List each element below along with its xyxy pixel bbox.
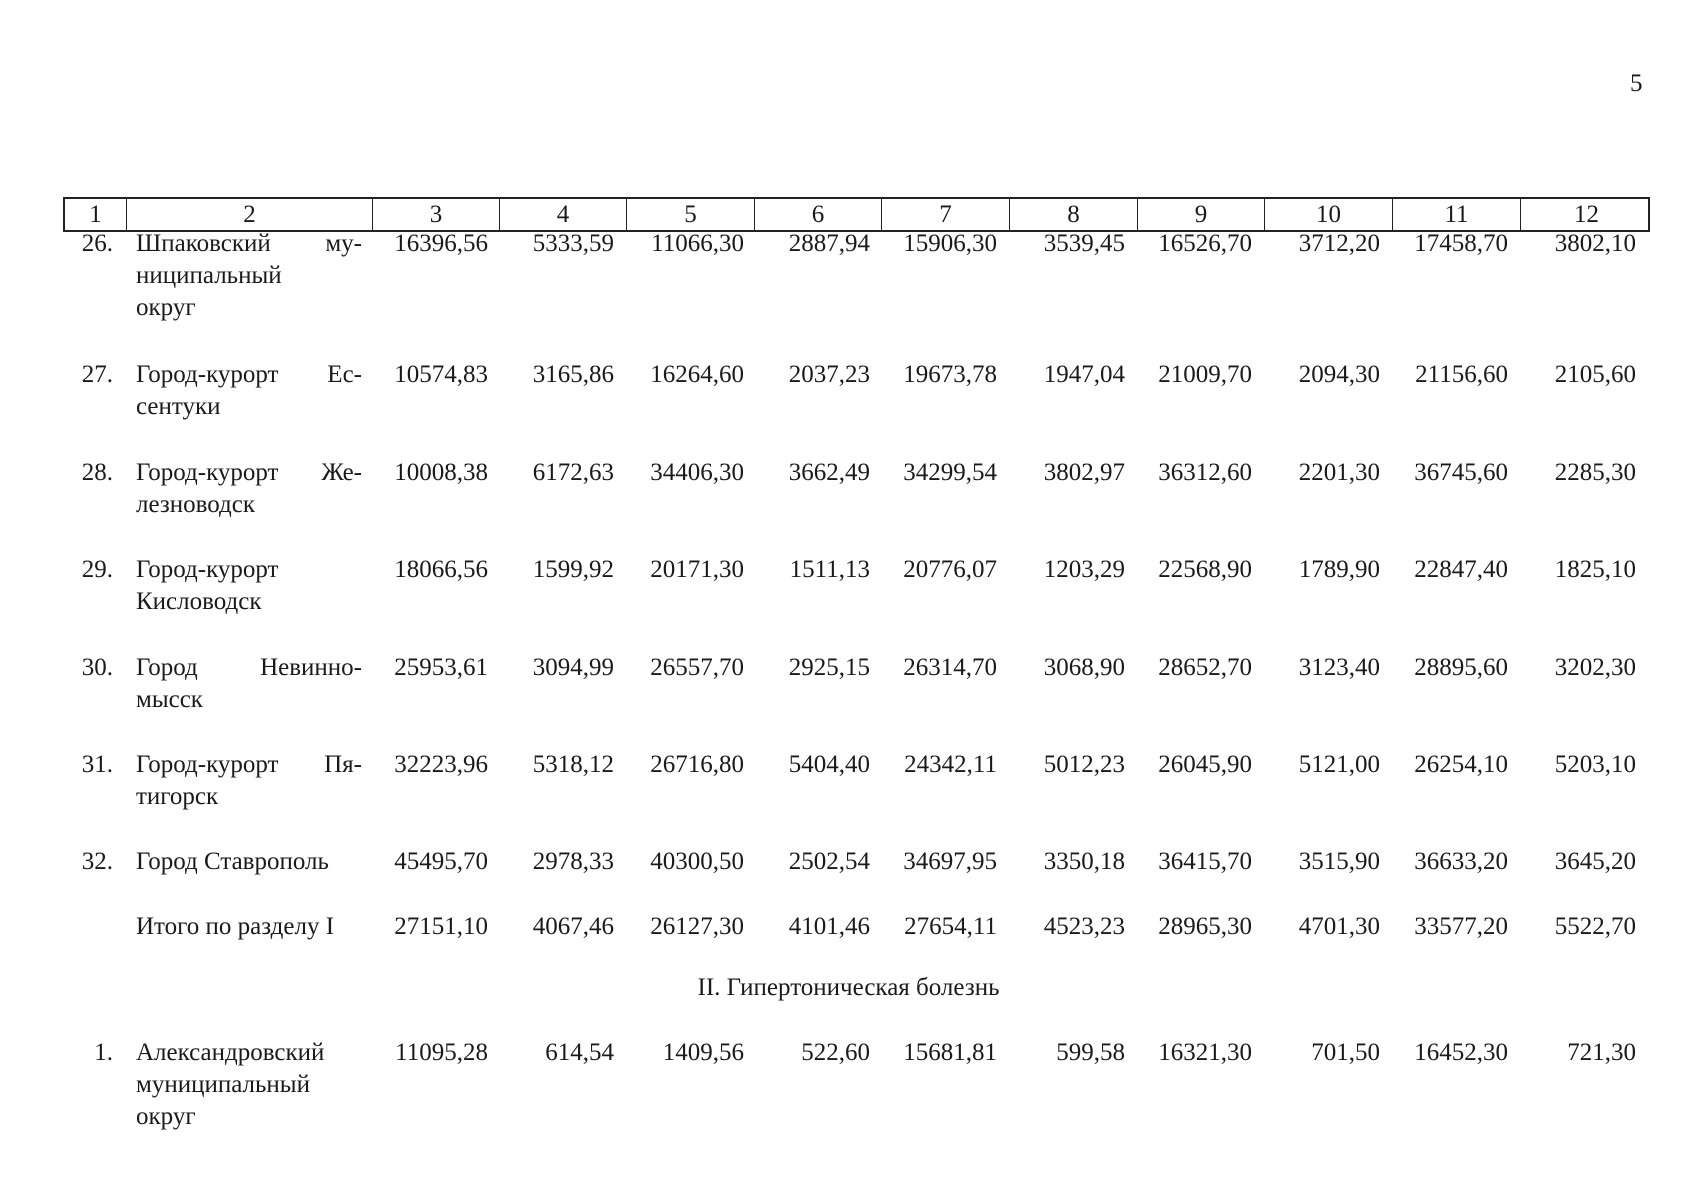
value-col-8: 1947,04 [1043,361,1125,388]
value-col-6: 2887,94 [788,230,870,257]
value-col-11: 17458,70 [1414,230,1508,257]
value-col-7: 15681,81 [903,1039,997,1066]
value-col-7: 20776,07 [903,556,997,583]
value-col-8: 599,58 [1056,1039,1125,1066]
value-col-4: 3094,99 [532,654,614,681]
value-col-12: 721,30 [1567,1039,1636,1066]
row-name-line: Город-курорт [136,556,279,583]
row-number: 27. [81,361,113,388]
value-col-5: 26557,70 [650,654,744,681]
row-name-line: ниципальный [136,262,282,289]
value-col-5: 34406,30 [650,459,744,486]
row-name-line: Шпаковский му- [136,230,362,257]
value-col-11: 36633,20 [1414,848,1508,875]
value-col-10: 3515,90 [1298,848,1380,875]
value-col-12: 2105,60 [1554,361,1636,388]
value-col-7: 15906,30 [903,230,997,257]
value-col-5: 1409,56 [662,1039,744,1066]
column-header-9: 9 [1138,199,1265,230]
value-col-5: 26127,30 [650,913,744,940]
value-col-8: 1203,29 [1043,556,1125,583]
value-col-6: 3662,49 [788,459,870,486]
value-col-8: 3068,90 [1043,654,1125,681]
column-header-10: 10 [1265,199,1393,230]
row-name-line: округ [136,294,196,321]
value-col-3: 10008,38 [394,459,488,486]
value-col-3: 16396,56 [394,230,488,257]
row-name [136,749,362,813]
column-header-12: 12 [1574,200,1599,228]
value-col-6: 2925,15 [788,654,870,681]
value-col-6: 522,60 [801,1039,870,1066]
value-col-12: 3202,30 [1554,654,1636,681]
value-col-8: 5012,23 [1043,751,1125,778]
value-col-4: 4067,46 [532,913,614,940]
value-col-10: 2201,30 [1298,459,1380,486]
row-number: 26. [81,230,113,257]
row-number: 32. [81,848,113,875]
value-col-3: 32223,96 [394,751,488,778]
value-col-6: 1511,13 [789,556,870,583]
value-col-7: 26314,70 [903,654,997,681]
row-number: 1. [94,1039,113,1066]
value-col-9: 28965,30 [1158,913,1252,940]
column-header-1: 1 [65,199,127,230]
value-col-10: 701,50 [1311,1039,1380,1066]
value-col-10: 4701,30 [1298,913,1380,940]
value-col-3: 27151,10 [394,913,488,940]
value-col-8: 3802,97 [1043,459,1125,486]
value-col-4: 3165,86 [532,361,614,388]
value-col-6: 2502,54 [788,848,870,875]
value-col-10: 3123,40 [1298,654,1380,681]
value-col-5: 26716,80 [650,751,744,778]
row-name-line: округ [136,1103,196,1130]
row-name-line: Александровский [136,1039,325,1066]
row-name-line: сентуки [136,393,221,420]
value-col-3: 18066,56 [394,556,488,583]
value-col-6: 5404,40 [788,751,870,778]
row-name-line: Город-курорт Ес- [136,361,362,388]
row-name-line: Город-курорт Пя- [136,751,362,778]
value-col-10: 2094,30 [1298,361,1380,388]
value-col-9: 28652,70 [1158,654,1252,681]
row-name [136,1037,362,1133]
value-col-11: 28895,60 [1414,654,1508,681]
value-col-7: 19673,78 [903,361,997,388]
column-header-7: 7 [882,199,1010,230]
row-name [136,846,362,878]
value-col-12: 5522,70 [1554,913,1636,940]
value-col-9: 36312,60 [1158,459,1252,486]
value-col-10: 5121,00 [1298,751,1380,778]
value-col-11: 33577,20 [1414,913,1508,940]
row-name-line: лезноводск [136,491,256,518]
value-col-5: 16264,60 [650,361,744,388]
page-number: 5 [1630,70,1643,97]
value-col-3: 11095,28 [395,1039,488,1066]
row-number: 29. [81,556,113,583]
value-col-8: 4523,23 [1043,913,1125,940]
value-col-12: 2285,30 [1554,459,1636,486]
row-name-line: Город-курорт Же- [136,459,362,486]
value-col-4: 6172,63 [532,459,614,486]
value-col-9: 26045,90 [1158,751,1252,778]
value-col-4: 614,54 [545,1039,614,1066]
row-name-line: муниципальный [136,1071,310,1098]
section-title: II. Гипертоническая болезнь [697,974,1000,1001]
value-col-6: 4101,46 [788,913,870,940]
value-col-8: 3539,45 [1043,230,1125,257]
value-col-4: 2978,33 [532,848,614,875]
value-col-4: 5333,59 [532,230,614,257]
row-name [136,228,362,324]
value-col-11: 21156,60 [1415,361,1508,388]
value-col-5: 20171,30 [650,556,744,583]
row-name [136,359,362,423]
value-col-4: 1599,92 [532,556,614,583]
value-col-12: 3645,20 [1554,848,1636,875]
value-col-7: 27654,11 [904,913,997,940]
value-col-9: 16321,30 [1158,1039,1252,1066]
value-col-9: 16526,70 [1158,230,1252,257]
value-col-6: 2037,23 [788,361,870,388]
row-name [136,554,362,618]
row-name [136,911,362,943]
column-header-8: 8 [1010,199,1138,230]
row-name-line: Город Невинно- [136,654,362,681]
value-col-9: 22568,90 [1158,556,1252,583]
value-col-11: 36745,60 [1414,459,1508,486]
value-col-10: 3712,20 [1298,230,1380,257]
row-name-line: Итого по разделу I [136,913,335,940]
value-col-9: 36415,70 [1158,848,1252,875]
table-header-row [63,197,1650,232]
column-header-4: 4 [500,199,627,230]
value-col-5: 11066,30 [651,230,744,257]
column-header-3: 3 [373,199,500,230]
value-col-4: 5318,12 [532,751,614,778]
value-col-3: 45495,70 [394,848,488,875]
value-col-12: 3802,10 [1554,230,1636,257]
value-col-7: 34697,95 [903,848,997,875]
value-col-12: 5203,10 [1554,751,1636,778]
value-col-11: 16452,30 [1414,1039,1508,1066]
row-name-line: мысск [136,686,203,713]
value-col-11: 22847,40 [1414,556,1508,583]
value-col-10: 1789,90 [1298,556,1380,583]
value-col-5: 40300,50 [650,848,744,875]
row-name [136,457,362,521]
value-col-3: 10574,83 [394,361,488,388]
row-number: 28. [81,459,113,486]
value-col-3: 25953,61 [394,654,488,681]
row-number: 31. [81,751,113,778]
column-header-5: 5 [627,199,755,230]
row-number: 30. [81,654,113,681]
value-col-7: 24342,11 [904,751,997,778]
value-col-12: 1825,10 [1554,556,1636,583]
value-col-8: 3350,18 [1043,848,1125,875]
row-name [136,652,362,716]
column-header-6: 6 [755,199,882,230]
value-col-7: 34299,54 [903,459,997,486]
column-header-2: 2 [127,199,373,230]
row-name-line: Город Ставрополь [136,848,329,875]
row-name-line: Кисловодск [136,588,262,615]
row-name-line: тигорск [136,783,219,810]
value-col-11: 26254,10 [1414,751,1508,778]
value-col-9: 21009,70 [1158,361,1252,388]
column-header-11: 11 [1393,199,1521,230]
